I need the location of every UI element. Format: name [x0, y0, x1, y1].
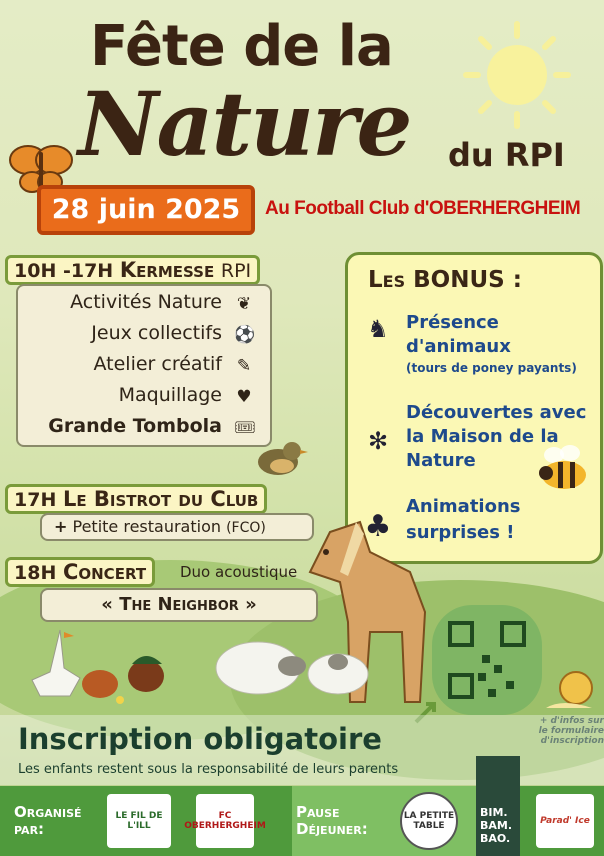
bonus-item-line: d'animaux: [406, 336, 511, 357]
qr-info-note: + d'infos sur le formulaire d'inscription: [538, 716, 604, 746]
bee-icon: [536, 443, 592, 493]
bonus-item-line: Nature: [406, 450, 476, 471]
bonus-item-line: la Maison de la: [406, 426, 559, 447]
clover-icon: ♣: [364, 509, 392, 544]
bistrot-time: 17H: [14, 489, 57, 511]
bistrot-detail-text: Petite restauration: [72, 517, 221, 536]
bistrot-header: [5, 484, 267, 514]
activity-label: Grande Tombola: [48, 415, 222, 437]
event-date: 28 juin 2025: [37, 185, 255, 235]
logo-fc-oberhergheim: FC OBERHERGHEIM: [196, 794, 254, 848]
kermesse-tag: RPI: [220, 260, 252, 282]
activity-label: Activités Nature: [70, 291, 222, 313]
concert-header: [5, 557, 155, 587]
title-suffix: du RPI: [448, 136, 565, 174]
bonus-item-line: Découvertes avec: [406, 402, 587, 423]
activity-label: Maquillage: [118, 384, 222, 406]
logo-parad-ice: Parad' Ice: [536, 794, 594, 848]
paintbrush-icon: ✎: [236, 356, 252, 376]
concert-name: Concert: [62, 560, 147, 584]
heart-icon: ♥: [236, 387, 252, 407]
bistrot-detail: [40, 513, 314, 541]
qr-pattern: [432, 605, 542, 715]
event-location: Au Football Club d'OBERHERGHEIM: [265, 198, 581, 219]
dragonfly-icon: ✻: [367, 427, 389, 455]
kermesse-time: 10H -17H: [14, 260, 114, 282]
title-line1: Fête de la: [90, 14, 393, 79]
sheep-icon: [210, 628, 370, 708]
registration-title: Inscription obligatoire: [18, 722, 382, 756]
bonus-item-line: Présence: [406, 312, 499, 333]
animals-icon: ♞: [367, 315, 389, 343]
registration-note: Les enfants restent sous la responsabilité de leurs parents: [18, 762, 399, 777]
bird-icon: [252, 436, 308, 482]
bistrot-detail-tag: (FCO): [226, 520, 266, 536]
logo-la-petite-table: LA PETITE TABLE: [400, 792, 458, 850]
ticket-icon: 🎟: [234, 418, 256, 438]
organised-by-label: Organisé par:: [14, 803, 82, 838]
kermesse-name: Kermesse: [119, 258, 215, 282]
bistrot-detail-prefix: +: [54, 517, 68, 536]
kermesse-header: [5, 255, 260, 285]
ball-icon: ⚽: [234, 325, 256, 345]
bonus-title: Les BONUS :: [368, 267, 522, 293]
bonus-item-note: (tours de poney payants): [406, 361, 577, 375]
lunch-break-label: Pause Déjeuner:: [296, 803, 368, 838]
leaf-icon: ❦: [236, 294, 252, 314]
bistrot-name: Le Bistrot du Club: [62, 487, 259, 511]
title-line2: Nature: [78, 72, 411, 176]
bonus-item-line: surprises !: [406, 522, 515, 543]
sun-icon: [462, 20, 572, 130]
concert-band: « The Neighbor »: [40, 588, 318, 622]
qr-code[interactable]: [432, 605, 542, 715]
concert-description: Duo acoustique: [180, 563, 298, 581]
activity-label: Atelier créatif: [93, 353, 222, 375]
activity-label: Jeux collectifs: [91, 322, 222, 344]
logo-le-fil-de-lill: LE FIL DE L'ILL: [107, 794, 171, 848]
concert-time: 18H: [14, 562, 57, 584]
poultry-icon: [20, 628, 170, 708]
snail-icon: [542, 668, 602, 714]
kermesse-activities: [16, 284, 272, 447]
bonus-item-line: Animations: [406, 496, 521, 517]
footer: [0, 786, 604, 856]
logo-bim-bam-bao: BIM. BAM. BAO.: [480, 806, 513, 845]
